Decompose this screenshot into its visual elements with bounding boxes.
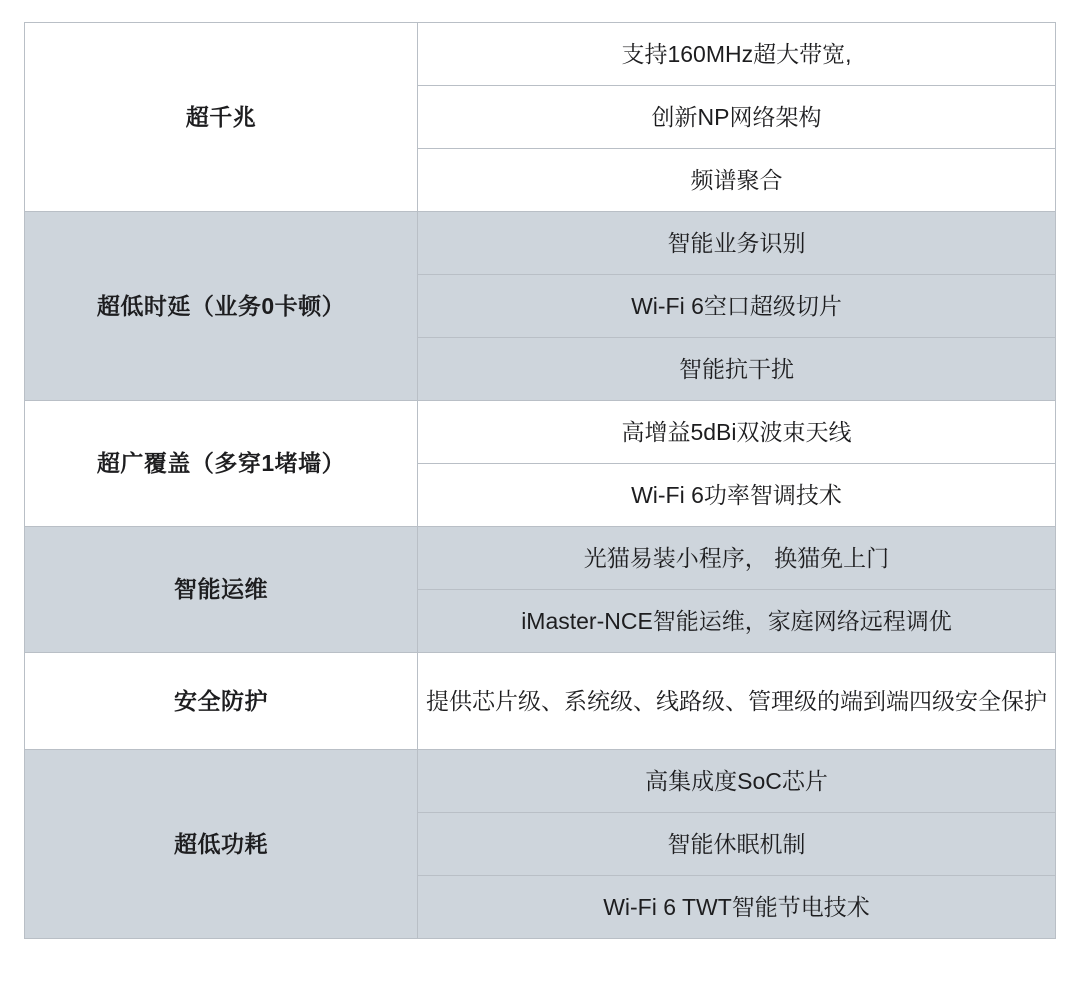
feature-table-body	[25, 23, 1056, 939]
category-cell: 超低时延（业务0卡顿）	[25, 212, 418, 401]
table-row	[25, 23, 1056, 86]
feature-cell: 智能抗干扰	[418, 338, 1056, 401]
feature-cell: Wi-Fi 6 TWT智能节电技术	[418, 876, 1056, 939]
feature-cell: 高集成度SoC芯片	[418, 750, 1056, 813]
feature-cell: 光猫易装小程序， 换猫免上门	[418, 527, 1056, 590]
table-row	[25, 212, 1056, 275]
category-cell: 超广覆盖（多穿1堵墙）	[25, 401, 418, 527]
table-row	[25, 750, 1056, 813]
feature-cell: 提供芯片级、系统级、线路级、管理级的端到端四级安全保护	[418, 653, 1056, 750]
category-cell: 智能运维	[25, 527, 418, 653]
feature-cell: Wi-Fi 6空口超级切片	[418, 275, 1056, 338]
feature-cell: iMaster-NCE智能运维，家庭网络远程调优	[418, 590, 1056, 653]
category-cell: 安全防护	[25, 653, 418, 750]
table-row	[25, 653, 1056, 750]
category-cell: 超低功耗	[25, 750, 418, 939]
table-row	[25, 401, 1056, 464]
table-row	[25, 527, 1056, 590]
category-cell: 超千兆	[25, 23, 418, 212]
feature-cell: 智能休眠机制	[418, 813, 1056, 876]
feature-table	[24, 22, 1056, 939]
feature-cell: 高增益5dBi双波束天线	[418, 401, 1056, 464]
feature-cell: 智能业务识别	[418, 212, 1056, 275]
feature-cell: Wi-Fi 6功率智调技术	[418, 464, 1056, 527]
feature-cell: 频谱聚合	[418, 149, 1056, 212]
feature-cell: 支持160MHz超大带宽,	[418, 23, 1056, 86]
feature-cell: 创新NP网络架构	[418, 86, 1056, 149]
